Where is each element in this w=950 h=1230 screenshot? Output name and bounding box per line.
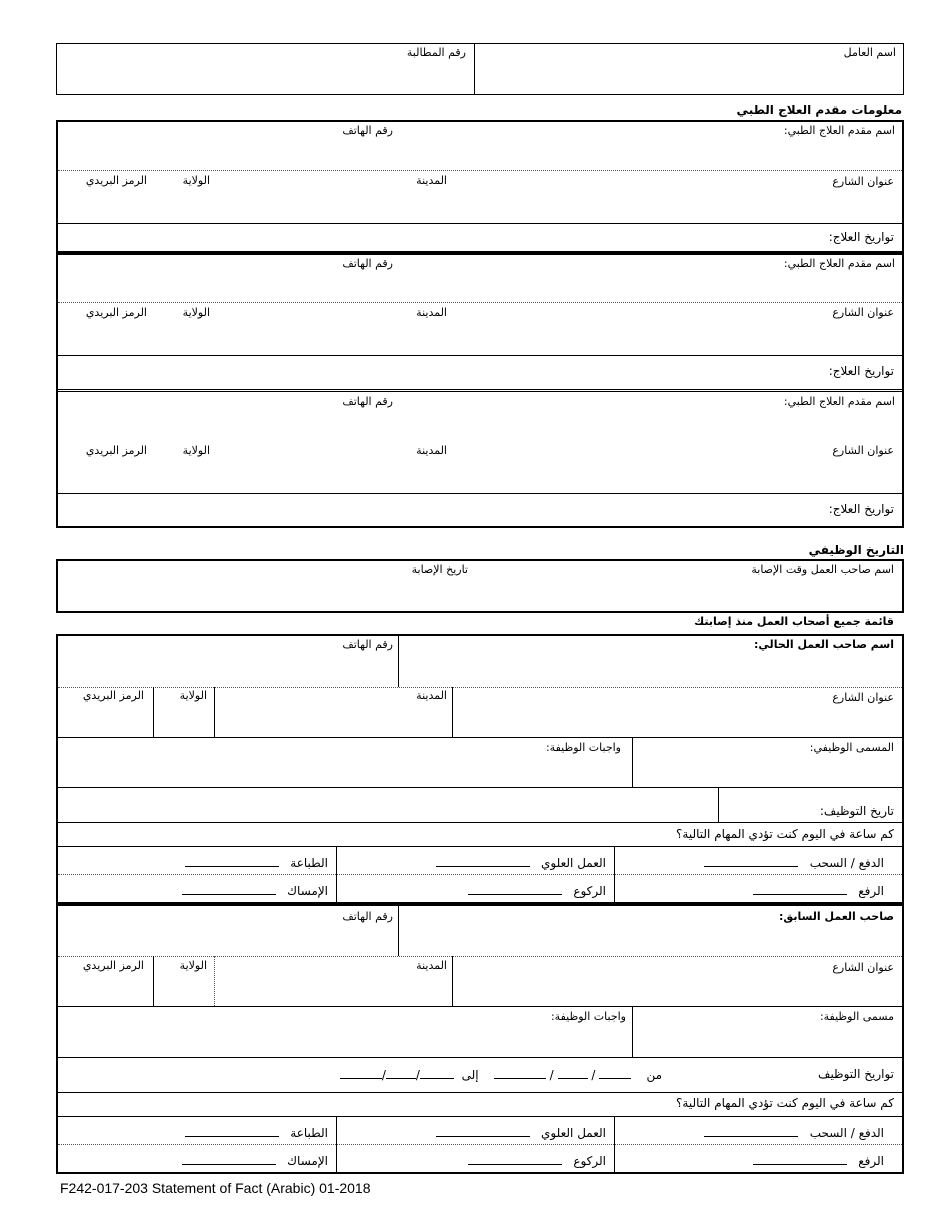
current-hire-date-label: تاريخ التوظيف: [819,804,894,818]
current-overhead-label: العمل العلوي [541,856,606,870]
medical-section-title: معلومات مقدم العلاج الطبي [736,103,902,117]
current-lifting-label: الرفع [858,884,884,898]
previous-lifting-label: الرفع [858,1154,884,1168]
previous-task-midline [58,1144,902,1145]
previous-from-label: من [646,1068,662,1082]
provider-3-city-label: المدينة [416,444,447,457]
provider-2-street-label: عنوان الشارع [832,306,894,319]
header-divider [474,43,475,95]
previous-task-kneeling[interactable] [468,1154,606,1168]
provider-1-row-line [58,170,902,171]
previous-task-push-pull[interactable] [704,1126,884,1140]
previous-push-pull-blank[interactable] [704,1126,798,1137]
provider-1-dates-line [58,223,902,224]
current-city-label: المدينة [416,689,447,702]
current-push-pull-blank[interactable] [704,856,798,867]
worker-name-label: اسم العامل [843,46,896,59]
current-task-kneeling[interactable] [468,884,606,898]
previous-typing-blank[interactable] [185,1126,279,1137]
provider-3-state-label: الولاية [182,444,210,457]
previous-state-divider [214,956,215,1006]
employment-section-title: التاريخ الوظيفي [808,543,904,557]
current-city-divider [452,687,453,737]
provider-3-phone-label: رقم الهاتف [342,395,393,408]
current-task-midline [58,874,902,875]
current-state-label: الولاية [179,689,207,702]
previous-overhead-label: العمل العلوي [541,1126,606,1140]
injury-date-label: تاريخ الإصابة [411,563,468,576]
previous-street-label: عنوان الشارع [832,961,894,974]
previous-phone-divider [398,906,399,956]
previous-phone-label: رقم الهاتف [342,910,393,923]
provider-3-street-label: عنوان الشارع [832,444,894,457]
current-grasping-blank[interactable] [182,884,276,895]
previous-task-typing[interactable] [185,1126,328,1140]
current-typing-label: الطباعة [290,856,328,870]
current-zip-divider [153,687,154,737]
employer-at-injury-label: اسم صاحب العمل وقت الإصابة [751,563,894,576]
provider-1-phone-label: رقم الهاتف [342,124,393,137]
worker-name-field[interactable] [476,60,901,93]
claim-number-label: رقم المطالبة [406,46,466,59]
provider-2-phone-label: رقم الهاتف [342,257,393,270]
provider-1-street-label: عنوان الشارع [832,175,894,188]
current-grasping-label: الإمساك [287,884,328,898]
to-month-blank[interactable] [420,1068,454,1079]
current-row1-line [58,687,902,688]
previous-task-grasping[interactable] [182,1154,328,1168]
current-typing-blank[interactable] [185,856,279,867]
previous-task-overhead[interactable] [436,1126,606,1140]
current-hours-question: كم ساعة في اليوم كنت تؤدي المهام التالية؟ [676,827,894,841]
current-lifting-blank[interactable] [753,884,847,895]
current-row5-line [58,846,902,847]
previous-grasping-label: الإمساك [287,1154,328,1168]
list-all-employers-label: قائمة جميع أصحاب العمل منذ إصابتك [694,615,894,628]
previous-overhead-blank[interactable] [436,1126,530,1137]
previous-zip-label: الرمز البريدي [82,959,144,972]
previous-row3-line [58,1057,902,1058]
current-kneeling-label: الركوع [573,884,606,898]
current-task-push-pull[interactable] [704,856,884,870]
provider-3-name-label: اسم مقدم العلاج الطبي: [783,395,895,408]
current-hire-divider [718,787,719,822]
previous-grasping-blank[interactable] [182,1154,276,1165]
provider-1-state-label: الولاية [182,174,210,187]
previous-hours-question: كم ساعة في اليوم كنت تؤدي المهام التالية؟ [676,1096,894,1110]
from-month-blank[interactable] [599,1068,631,1079]
provider-1-city-label: المدينة [416,174,447,187]
provider-2-dates-label: تواريخ العلاج: [828,364,894,378]
current-overhead-blank[interactable] [436,856,530,867]
to-day-blank[interactable] [386,1068,416,1079]
from-day-blank[interactable] [558,1068,588,1079]
current-row3-line [58,787,902,788]
current-street-label: عنوان الشارع [832,691,894,704]
current-task-typing[interactable] [185,856,328,870]
form-footer-id: F242-017-203 Statement of Fact (Arabic) 01-2018 [60,1180,371,1196]
from-year-blank[interactable] [494,1068,546,1079]
previous-to-label: إلى [461,1068,479,1082]
previous-lifting-blank[interactable] [753,1154,847,1165]
previous-row4-line [58,1092,902,1093]
previous-job-duties-label: واجبات الوظيفة: [550,1010,626,1023]
provider-2-state-label: الولاية [182,306,210,319]
previous-employer-name-label: صاحب العمل السابق: [779,910,894,923]
current-employer-name-label: اسم صاحب العمل الحالي: [754,638,894,651]
current-phone-label: رقم الهاتف [342,638,393,651]
current-push-pull-label: الدفع / السحب [809,856,884,870]
provider-2-city-label: المدينة [416,306,447,319]
provider-1-dates-label: تواريخ العلاج: [828,230,894,244]
provider-3-zip-label: الرمز البريدي [85,444,147,457]
to-year-blank[interactable] [340,1068,382,1079]
current-task-lifting[interactable] [753,884,884,898]
previous-kneeling-blank[interactable] [468,1154,562,1165]
provider-separator-2 [58,389,902,392]
employer-separator [58,902,902,906]
previous-kneeling-label: الركوع [573,1154,606,1168]
current-duties-divider [632,737,633,787]
previous-zip-divider [153,956,154,1006]
previous-job-title-label: مسمى الوظيفة: [819,1010,894,1023]
provider-separator-1 [58,251,902,255]
current-row2-line [58,737,902,738]
provider-2-name-label: اسم مقدم العلاج الطبي: [783,257,895,270]
current-state-divider [214,687,215,737]
current-job-duties-label: واجبات الوظيفة: [545,741,621,754]
provider-1-zip-label: الرمز البريدي [85,174,147,187]
provider-3-dates-line [58,493,902,494]
provider-1-name-label: اسم مقدم العلاج الطبي: [783,124,895,137]
previous-push-pull-label: الدفع / السحب [809,1126,884,1140]
provider-2-zip-label: الرمز البريدي [85,306,147,319]
previous-state-label: الولاية [179,959,207,972]
current-task-grasping[interactable] [182,884,328,898]
current-job-title-label: المسمى الوظيفي: [809,741,894,754]
previous-city-divider [452,956,453,1006]
previous-task-lifting[interactable] [753,1154,884,1168]
previous-row5-line [58,1116,902,1117]
provider-3-dates-label: تواريخ العلاج: [828,502,894,516]
current-phone-divider [398,636,399,687]
current-zip-label: الرمز البريدي [82,689,144,702]
previous-row1-line [58,956,902,957]
previous-date-range[interactable]: من / / إلى // [340,1068,662,1082]
previous-duties-divider [632,1006,633,1057]
previous-row2-line [58,1006,902,1007]
previous-employment-dates-label: تواريخ التوظيف [818,1067,894,1081]
current-row4-line [58,822,902,823]
provider-2-row-line [58,302,902,303]
current-kneeling-blank[interactable] [468,884,562,895]
claim-number-field[interactable] [58,60,472,93]
current-task-overhead[interactable] [436,856,606,870]
provider-2-dates-line [58,355,902,356]
previous-typing-label: الطباعة [290,1126,328,1140]
previous-city-label: المدينة [416,959,447,972]
